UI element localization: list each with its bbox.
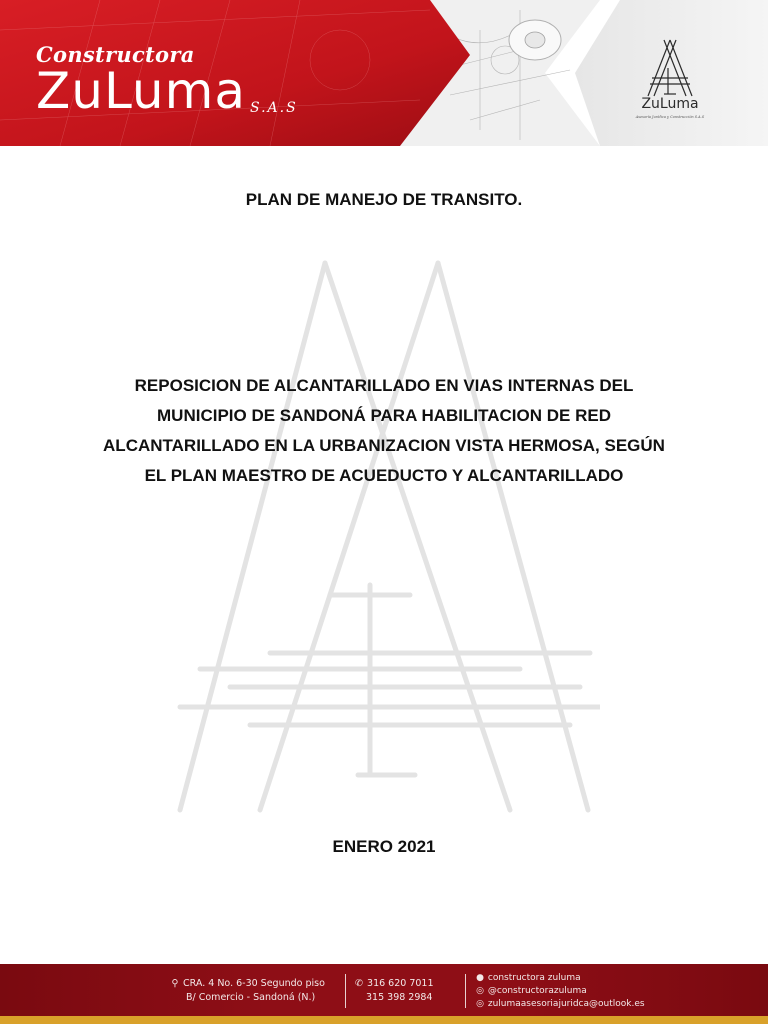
footer-contacts	[475, 972, 645, 1011]
email-icon: ◎	[476, 999, 484, 1009]
footer-accent-stripe	[0, 1016, 768, 1024]
company-logo	[630, 38, 710, 128]
watermark-logo-icon	[170, 255, 600, 820]
instagram-icon: ◎	[476, 986, 484, 996]
phone-number-2: 315 398 2984	[366, 992, 433, 1003]
phone-icon: ✆	[355, 978, 363, 989]
location-pin-icon: ⚲	[171, 978, 179, 989]
facebook-handle[interactable]: constructora zuluma	[487, 973, 581, 983]
footer-divider	[345, 974, 346, 1008]
phone-number-1: 316 620 7011	[367, 978, 434, 989]
facebook-icon: ●	[476, 973, 484, 983]
email-address[interactable]: zulumaasesoriajuridca@outlook.es	[487, 999, 645, 1009]
footer-address	[170, 977, 325, 1005]
logo-name: ZuLuma	[641, 96, 699, 112]
logo-tagline: Asesoría Jurídica y Construcción S.A.S	[635, 115, 705, 119]
footer-phones	[354, 977, 434, 1005]
project-title: REPOSICION DE ALCANTARILLADO EN VIAS INTERNAS DEL MUNICIPIO DE SANDONÁ PARA HABILITACION DE RED ALCANTARILLADO EN LA URBANIZACION VISTA HERMOSA, SEGÚN EL PLAN MAESTRO DE ACUEDUCTO Y ALCANTARILLADO	[103, 376, 665, 485]
footer-divider	[465, 974, 466, 1008]
address-line-1: CRA. 4 No. 6-30 Segundo piso	[183, 978, 325, 989]
brand-name-large: ZuLuma	[36, 62, 246, 120]
header-banner	[0, 0, 768, 146]
brand-name-small: Constructora	[36, 42, 195, 67]
brand-suffix: S.A.S	[250, 100, 298, 116]
address-line-2: B/ Comercio - Sandoná (N.)	[186, 992, 316, 1003]
document-type-title: PLAN DE MANEJO DE TRANSITO.	[245, 190, 523, 209]
logo-mark-icon	[630, 38, 710, 98]
document-date: ENERO 2021	[332, 837, 436, 856]
instagram-handle[interactable]: @constructorazuluma	[487, 986, 587, 996]
